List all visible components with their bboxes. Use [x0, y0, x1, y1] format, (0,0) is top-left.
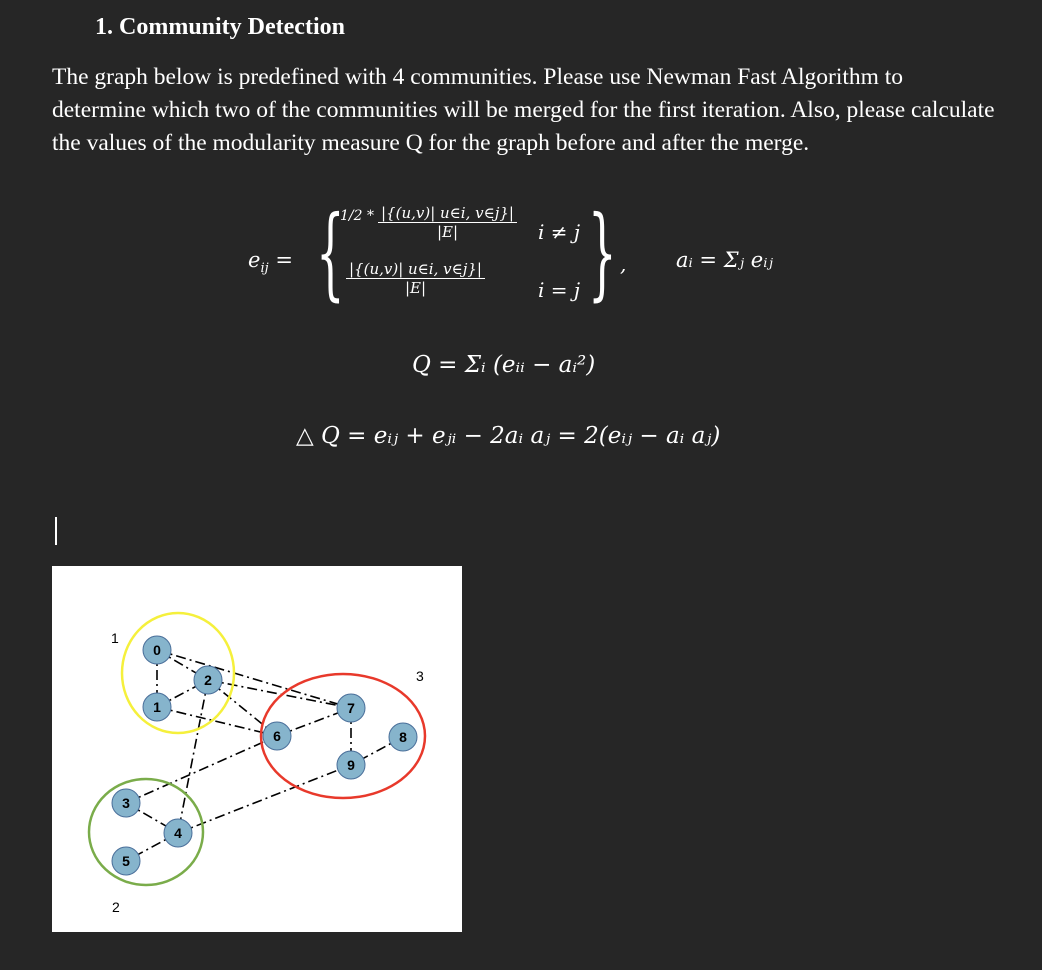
graph-node-3	[112, 789, 140, 817]
graph-node-6	[263, 722, 291, 750]
text-cursor	[55, 517, 57, 545]
community-label-1: 1	[111, 630, 119, 646]
node-label: 3	[122, 795, 130, 811]
node-label: 0	[153, 642, 161, 658]
q-formula: Q = Σᵢ (eᵢᵢ − aᵢ²)	[412, 352, 596, 378]
community-graph-figure	[52, 566, 462, 932]
node-label: 7	[347, 700, 355, 716]
delta-q-formula: △ Q = eᵢⱼ + eⱼᵢ − 2aᵢ aⱼ = 2(eᵢⱼ − aᵢ aⱼ)	[296, 423, 721, 449]
edge-3-6	[126, 736, 277, 803]
graph-node-0	[143, 636, 171, 664]
section-title: 1. Community Detection	[95, 14, 345, 40]
community-label-2: 2	[112, 899, 120, 915]
graph-node-2	[194, 666, 222, 694]
edge-2-4	[178, 680, 208, 833]
graph-node-5	[112, 847, 140, 875]
graph-node-8	[389, 723, 417, 751]
node-label: 4	[174, 825, 182, 841]
node-label: 5	[122, 853, 130, 869]
graph-node-9	[337, 751, 365, 779]
question-paragraph: The graph below is predefined with 4 communities. Please use Newman Fast Algorithm to determine which two of the communities will be merged for the first iteration. Also, please calculate the values of the modularity measure Q for the graph before and after the merge.	[52, 64, 995, 156]
community-graph	[52, 566, 462, 932]
node-label: 1	[153, 699, 161, 715]
community-label-3: 3	[416, 668, 424, 684]
node-label: 6	[273, 728, 281, 744]
node-label: 9	[347, 757, 355, 773]
graph-node-4	[164, 819, 192, 847]
node-label: 2	[204, 672, 212, 688]
edge-0-7	[157, 650, 351, 708]
node-label: 8	[399, 729, 407, 745]
graph-node-1	[143, 693, 171, 721]
graph-node-7	[337, 694, 365, 722]
edge-4-9	[178, 765, 351, 833]
